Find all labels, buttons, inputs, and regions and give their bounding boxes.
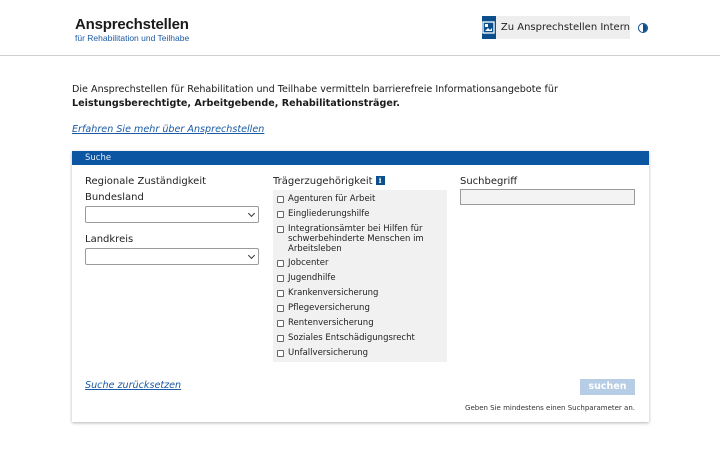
traeger-checkbox-list — [273, 190, 447, 362]
traeger-option[interactable] — [277, 288, 447, 298]
search-panel-title: Suche — [72, 151, 649, 165]
search-hint: Geben Sie mindestens einen Suchparameter an. — [465, 404, 635, 412]
logo-subtitle: für Rehabilitation und Teilhabe — [75, 33, 190, 43]
traeger-option-label: Integrationsämter bei Hilfen für schwerbehinderte Menschen im Arbeitsleben — [288, 224, 424, 254]
checkbox[interactable] — [277, 350, 284, 357]
traeger-option[interactable] — [277, 333, 447, 343]
logo-title: Ansprechstellen — [75, 16, 189, 33]
traeger-option-label: Jobcenter — [288, 258, 329, 268]
search-panel — [72, 151, 649, 422]
intro-text-plain: Die Ansprechstellen für Rehabilitation und Teilhabe vermitteln barrierefreie Informationsangebote für — [72, 84, 558, 95]
site-logo[interactable] — [75, 16, 189, 44]
search-submit-button[interactable]: suchen — [580, 379, 635, 395]
traeger-option-label: Rentenversicherung — [288, 318, 374, 328]
learn-more-link[interactable]: Erfahren Sie mehr über Ansprechstellen — [72, 124, 265, 135]
traeger-option[interactable] — [277, 273, 447, 283]
intro-text-bold: Leistungsberechtigte, Arbeitgebende, Rehabilitationsträger. — [72, 98, 400, 109]
traeger-option-label: Krankenversicherung — [288, 288, 379, 298]
traeger-option[interactable] — [277, 194, 447, 204]
traeger-option-label: Jugendhilfe — [288, 273, 336, 283]
traeger-option[interactable] — [277, 318, 447, 328]
traeger-option[interactable] — [277, 348, 447, 358]
checkbox[interactable] — [277, 320, 284, 327]
contrast-toggle-icon[interactable] — [638, 23, 648, 33]
traeger-title — [273, 176, 385, 187]
suchbegriff-label: Suchbegriff — [460, 176, 518, 187]
checkbox[interactable] — [277, 335, 284, 342]
search-term-input[interactable] — [460, 189, 635, 205]
reset-search-link[interactable]: Suche zurücksetzen — [85, 380, 182, 391]
traeger-option-label: Agenturen für Arbeit — [288, 194, 376, 204]
checkbox[interactable] — [277, 211, 284, 218]
checkbox[interactable] — [277, 196, 284, 203]
checkbox[interactable] — [277, 260, 284, 267]
traeger-title-label: Trägerzugehörigkeit — [273, 176, 373, 187]
chevron-down-icon — [248, 252, 255, 259]
traeger-option-label: Pflegeversicherung — [288, 303, 370, 313]
intern-portal-label: Zu Ansprechstellen Intern — [500, 22, 630, 33]
traeger-option-label: Eingliederungshilfe — [288, 209, 370, 219]
site-header — [0, 0, 720, 56]
traeger-option-label: Soziales Entschädigungsrecht — [288, 333, 415, 343]
traeger-option[interactable] — [277, 224, 447, 254]
traeger-option-label: Unfallversicherung — [288, 348, 369, 358]
intern-portal-button[interactable] — [482, 16, 630, 39]
bundesland-label: Bundesland — [85, 192, 144, 203]
bundesland-select[interactable] — [85, 206, 259, 223]
checkbox[interactable] — [277, 305, 284, 312]
traeger-option[interactable] — [277, 258, 447, 268]
chevron-down-icon — [248, 210, 255, 217]
intro-text — [72, 83, 652, 111]
checkbox[interactable] — [277, 275, 284, 282]
landkreis-select[interactable] — [85, 248, 259, 265]
checkbox[interactable] — [277, 226, 284, 233]
traeger-option[interactable] — [277, 209, 447, 219]
traeger-option[interactable] — [277, 303, 447, 313]
portal-icon — [482, 16, 496, 39]
checkbox[interactable] — [277, 290, 284, 297]
info-icon[interactable]: i — [376, 176, 385, 185]
landkreis-label: Landkreis — [85, 234, 134, 245]
regional-title: Regionale Zuständigkeit — [85, 176, 207, 187]
